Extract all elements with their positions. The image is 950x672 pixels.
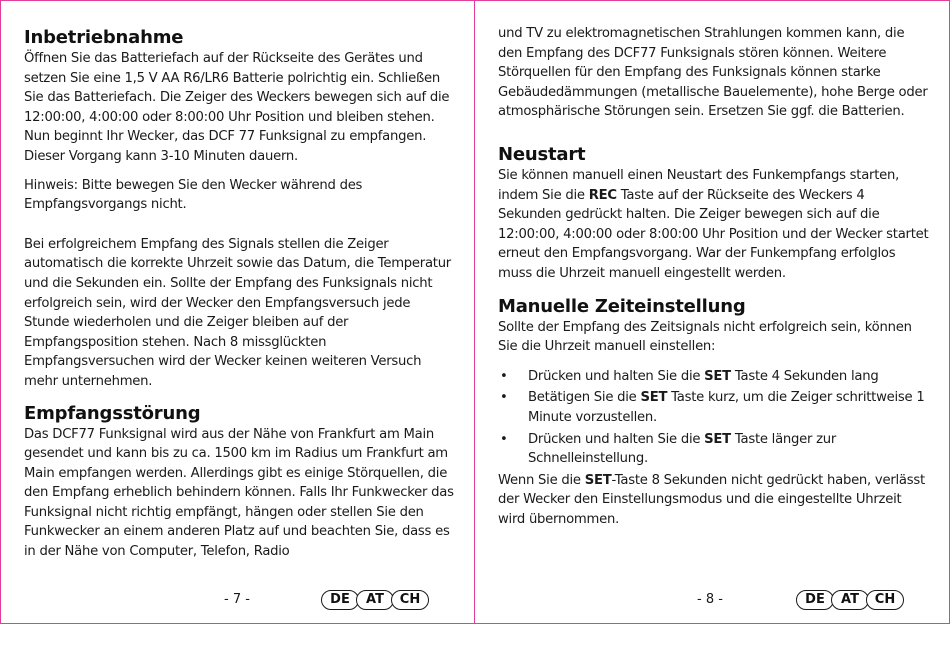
- paragraph-erfolgreicher-empfang: Bei erfolgreichem Empfang des Signals stellen die Zeiger automatisch die korrekte Uhrzeit sowie das Datum, die Temperatur und die Sekunden ein. Sollte der Empfang des Funksignals nicht erfolgreich sein, wird der Wecker den Empfangsversuch jede Stunde wiederholen und die Zeiger bleiben auf der Empfangsposition stehen. Nach 8 missglückten Empfangsversuchen wird der Wecker keinen weiteren Versuch mehr unternehmen.: [24, 236, 451, 389]
- page-right: [498, 0, 930, 529]
- page-number-left: - 7 -: [224, 592, 250, 607]
- badge-de: DE: [321, 590, 359, 610]
- page-divider: [474, 0, 475, 624]
- badge-de: DE: [796, 590, 834, 610]
- badge-at: AT: [356, 590, 394, 610]
- paragraph-continuation: und TV zu elektromagnetischen Strahlungen kommen kann, die den Empfang des DCF77 Funksignals stören können. Weitere Störquellen für den Empfang des Funksignals können starke Gebäudedämmungen (metallische Bauelemente), hohe Berge oder atmosphärische Störungen sein. Ersetzen Sie ggf. die Batterien.: [498, 26, 928, 120]
- page-left: [24, 0, 456, 562]
- footer-right: [475, 590, 949, 612]
- paragraph-final: Wenn Sie die SET-Taste 8 Sekunden nicht gedrückt haben, verlässt der Wecker den Einstellungsmodus und die eingestellte Uhrzeit wird übernommen.: [498, 472, 925, 527]
- paragraph-manuelle-zeiteinstellung: Sollte der Empfang des Zeitsignals nicht erfolgreich sein, können Sie die Uhrzeit manuell einstellen:: [498, 319, 912, 355]
- list-item: • Betätigen Sie die SET Taste kurz, um die Zeiger schrittweise 1 Minute vorzustellen.: [500, 390, 925, 425]
- page-number-right: - 8 -: [697, 592, 723, 607]
- paragraph-inbetriebnahme: Öffnen Sie das Batteriefach auf der Rückseite des Gerätes und setzen Sie eine 1,5 V AA R6/LR6 Batterie polrichtig ein. Schließen Sie das Batteriefach. Die Zeiger des Weckers bewegen sich auf die 12:00:00, 4:00:00 oder 8:00:00 Uhr Position und bleiben stehen. Nun beginnt Ihr Wecker, das DCF 77 Funksignal zu empfangen. Dieser Vorgang kann 3-10 Minuten dauern.: [24, 51, 450, 164]
- key-rec: REC: [588, 187, 617, 203]
- heading-neustart: Neustart: [498, 143, 586, 165]
- list-item: • Drücken und halten Sie die SET Taste 4 Sekunden lang: [500, 368, 879, 384]
- badge-ch: CH: [391, 590, 429, 610]
- key-set: SET: [584, 472, 612, 488]
- list-item: • Drücken und halten Sie die SET Taste länger zur Schnelleinstellung.: [500, 431, 837, 467]
- paragraph-hinweis: Hinweis: Bitte bewegen Sie den Wecker während des Empfangsvorgangs nicht.: [24, 177, 363, 213]
- country-badges-right: [796, 590, 901, 610]
- footer-left: [0, 590, 474, 612]
- paragraph-empfangsstoerung: Das DCF77 Funksignal wird aus der Nähe von Frankfurt am Main gesendet und kann bis zu ca. 1500 km im Radius um Frankfurt am Main empfangen werden. Allerdings gibt es einige Störquellen, die den Empfang erheblich behindern können. Falls Ihr Funkwecker das Funksignal nicht richtig empfängt, hängen oder stellen Sie den Funkwecker an einem anderen Platz auf und beachten Sie, dass es in der Nähe von Computer, Telefon, Radio: [24, 426, 454, 560]
- heading-inbetriebnahme: Inbetriebnahme: [24, 27, 184, 48]
- paragraph-neustart: Sie können manuell einen Neustart des Funkempfangs starten, indem Sie die REC Taste auf der Rückseite des Weckers 4 Sekunden gedrückt halten. Die Zeiger bewegen sich auf die 12:00:00, 4:00:00 oder 8:00:00 Uhr Position und der Wecker startet erneut den Empfangsvorgang. War der Funkempfang erfolglos muss die Uhrzeit manuell eingestellt werden.: [498, 167, 929, 281]
- country-badges-left: [321, 590, 426, 610]
- heading-empfangsstoerung: Empfangsstörung: [24, 402, 201, 424]
- heading-manuelle-zeiteinstellung: Manuelle Zeiteinstellung: [498, 295, 746, 317]
- badge-ch: CH: [866, 590, 904, 610]
- instruction-list: [498, 367, 930, 469]
- badge-at: AT: [831, 590, 869, 610]
